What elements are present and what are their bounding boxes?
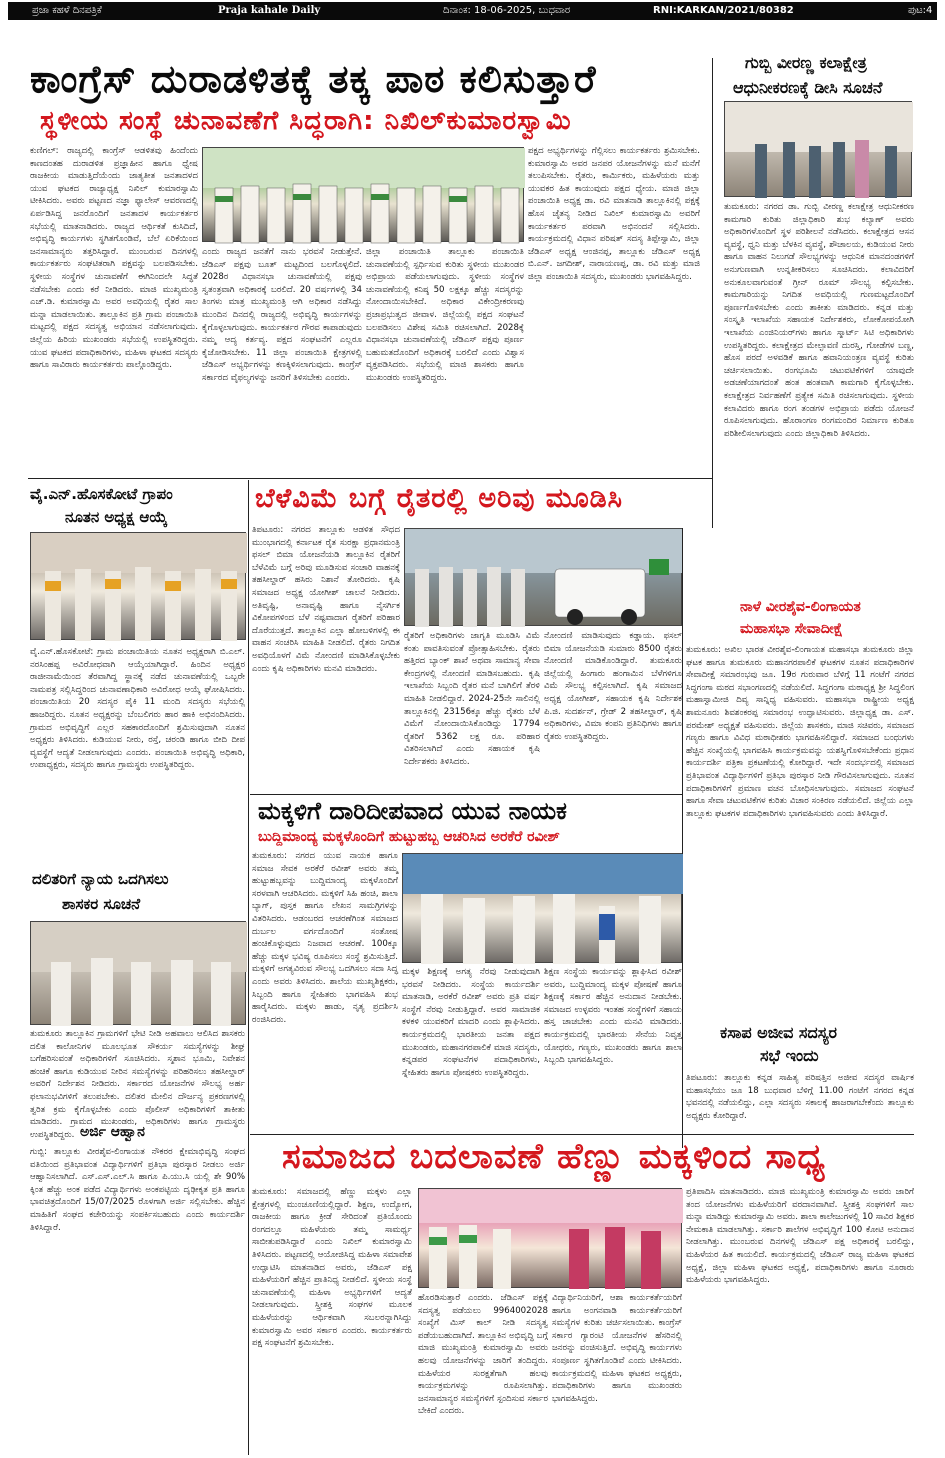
masthead-bar [8,2,937,20]
gubbi-body: ತುಮಕೂರು: ನಗರದ ಡಾ. ಗುಬ್ಬಿ ವೀರಣ್ಣ ಕಲಾಕ್ಷೇತ್ರ ಆಧುನೀಕರಣ ಕಾಮಗಾರಿ ಕುರಿತು ಜಿಲ್ಲಾಧಿಕಾರಿ ಶುಭ ಕಲ್ಯಾಣ್ ಅವರು ಅಧಿಕಾರಿಗಳೊಂದಿಗೆ ಸ್ಥಳ ಪರಿಶೀಲನೆ ನಡೆಸಿದರು. ಕಲಾಕ್ಷೇತ್ರದ ಆಸನ ವ್ಯವಸ್ಥೆ, ಧ್ವನಿ ಮತ್ತು ಬೆಳಕಿನ ವ್ಯವಸ್ಥೆ, ಶೌಚಾಲಯ, ಕುಡಿಯುವ ನೀರು ಹಾಗೂ ವಾಹನ ನಿಲುಗಡೆ ಸೌಲಭ್ಯಗಳನ್ನು ಆಧುನಿಕ ಮಾನದಂಡಗಳಿಗೆ ಅನುಗುಣವಾಗಿ ಉನ್ನತೀಕರಿಸಲು ಸೂಚಿಸಿದರು. ಕಲಾವಿದರಿಗೆ ಅನುಕೂಲವಾಗುವಂತೆ ಗ್ರೀನ್ ರೂಮ್ ಸೌಲಭ್ಯ ಕಲ್ಪಿಸಬೇಕು. ಕಾಮಗಾರಿಯನ್ನು ನಿಗದಿತ ಅವಧಿಯಲ್ಲಿ ಗುಣಮಟ್ಟದೊಂದಿಗೆ ಪೂರ್ಣಗೊಳಿಸಬೇಕು ಎಂದು ತಾಕೀತು ಮಾಡಿದರು. ಕನ್ನಡ ಮತ್ತು ಸಂಸ್ಕೃತಿ ಇಲಾಖೆಯ ಸಹಾಯಕ ನಿರ್ದೇಶಕರು, ಲೋಕೋಪಯೋಗಿ ಇಲಾಖೆಯ ಎಂಜಿನಿಯರ್‌ಗಳು ಹಾಗೂ ಸ್ಮಾರ್ಟ್ ಸಿಟಿ ಅಧಿಕಾರಿಗಳು ಉಪಸ್ಥಿತರಿದ್ದರು. ಕಲಾಕ್ಷೇತ್ರದ ಮೇಲ್ಛಾವಣಿ ದುರಸ್ತಿ, ಗೋಡೆಗಳ ಬಣ್ಣ, ಹೊಸ ಪರದೆ ಅಳವಡಿಕೆ ಹಾಗೂ ಹವಾನಿಯಂತ್ರಣ ವ್ಯವಸ್ಥೆ ಕುರಿತು ಚರ್ಚಿಸಲಾಯಿತು. ರಂಗಭೂಮಿ ಚಟುವಟಿಕೆಗಳಿಗೆ ಯಾವುದೇ ಅಡಚಣೆಯಾಗದಂತೆ ಹಂತ ಹಂತವಾಗಿ ಕಾಮಗಾರಿ ಕೈಗೊಳ್ಳಬೇಕು. ಕಲಾಕ್ಷೇತ್ರದ ನಿರ್ವಹಣೆಗೆ ಪ್ರತ್ಯೇಕ ಸಮಿತಿ ರಚಿಸಲಾಗುವುದು. ಸ್ಥಳೀಯ ಕಲಾವಿದರು ಹಾಗೂ ರಂಗ ತಂಡಗಳ ಅಭಿಪ್ರಾಯ ಪಡೆದು ಯೋಜನೆ ರೂಪಿಸಲಾಗುವುದು. ಹೊರಾಂಗಣ ರಂಗಮಂದಿರ ನಿರ್ಮಾಣ ಕುರಿತೂ ಪರಿಶೀಲಿಸಲಾಗುವುದು ಎಂದು ಜಿಲ್ಲಾಧಿಕಾರಿ ತಿಳಿಸಿದರು. [724,202,914,439]
dalit-body: ತುಮಕೂರು ತಾಲ್ಲೂಕಿನ ಗ್ರಾಮಗಳಿಗೆ ಭೇಟಿ ನೀಡಿ ಅಹವಾಲು ಆಲಿಸಿದ ಶಾಸಕರು ದಲಿತ ಕಾಲೋನಿಗಳ ಮೂಲಭೂತ ಸೌಕರ್ಯ ಸಮಸ್ಯೆಗಳನ್ನು ಶೀಘ್ರ ಬಗೆಹರಿಸುವಂತೆ ಅಧಿಕಾರಿಗಳಿಗೆ ಸೂಚಿಸಿದರು. ಸ್ಮಶಾನ ಭೂಮಿ, ನಿವೇಶನ ಹಂಚಿಕೆ ಹಾಗೂ ಕುಡಿಯುವ ನೀರಿನ ಸಮಸ್ಯೆಗಳನ್ನು ಪರಿಹರಿಸಲು ತಹಸೀಲ್ದಾರ್ ಅವರಿಗೆ ನಿರ್ದೇಶನ ನೀಡಿದರು. ಸರ್ಕಾರದ ಯೋಜನೆಗಳ ಸೌಲಭ್ಯ ಅರ್ಹ ಫಲಾನುಭವಿಗಳಿಗೆ ತಲುಪಬೇಕು. ದಲಿತರ ಮೇಲಿನ ದೌರ್ಜನ್ಯ ಪ್ರಕರಣಗಳಲ್ಲಿ ತ್ವರಿತ ಕ್ರಮ ಕೈಗೊಳ್ಳಬೇಕು ಎಂದು ಪೊಲೀಸ್ ಅಧಿಕಾರಿಗಳಿಗೆ ತಾಕೀತು ಮಾಡಿದರು. ಗ್ರಾಮದ ಮುಖಂಡರು, ಅಧಿಕಾರಿಗಳು ಹಾಗೂ ಗ್ರಾಮಸ್ಥರು ಉಪಸ್ಥಿತರಿದ್ದರು. [30,1029,245,1140]
gubbi-headline-line2: ಆಧುನೀಕರಣಕ್ಕೆ ಡೀಸಿ ಸೂಚನೆ [733,78,883,97]
virashaiva-body: ತುಮಕೂರು: ಅಖಿಲ ಭಾರತ ವೀರಶೈವ-ಲಿಂಗಾಯತ ಮಹಾಸಭಾ ತುಮಕೂರು ಜಿಲ್ಲಾ ಘಟಕ ಹಾಗೂ ತುಮಕೂರು ಮಹಾನಗರಪಾಲಿಕೆ ಘಟಕಗಳ ನೂತನ ಪದಾಧಿಕಾರಿಗಳ ಸೇವಾದೀಕ್ಷೆ ಸಮಾರಂಭವು ಜೂ. 19ರ ಗುರುವಾರ ಬೆಳಿಗ್ಗೆ 11 ಗಂಟೆಗೆ ನಗರದ ಸಿದ್ಧಗಂಗಾ ಮಠದ ಸಭಾಂಗಣದಲ್ಲಿ ನಡೆಯಲಿದೆ. ಸಿದ್ಧಗಂಗಾ ಮಠಾಧ್ಯಕ್ಷ ಶ್ರೀ ಸಿದ್ಧಲಿಂಗ ಮಹಾಸ್ವಾಮೀಜಿ ದಿವ್ಯ ಸಾನ್ನಿಧ್ಯ ವಹಿಸುವರು. ಮಹಾಸಭಾ ರಾಷ್ಟ್ರೀಯ ಅಧ್ಯಕ್ಷ ಶಾಮನೂರು ಶಿವಶಂಕರಪ್ಪ ಸಮಾರಂಭ ಉದ್ಘಾಟಿಸುವರು. ಜಿಲ್ಲಾಧ್ಯಕ್ಷ ಡಾ. ಎಸ್. ಪರಮೇಶ್ ಅಧ್ಯಕ್ಷತೆ ವಹಿಸುವರು. ಜಿಲ್ಲೆಯ ಶಾಸಕರು, ಮಾಜಿ ಸಚಿವರು, ಸಮಾಜದ ಗಣ್ಯರು ಹಾಗೂ ವಿವಿಧ ಮಠಾಧೀಶರು ಭಾಗವಹಿಸಲಿದ್ದಾರೆ. ಸಮಾಜದ ಬಂಧುಗಳು ಹೆಚ್ಚಿನ ಸಂಖ್ಯೆಯಲ್ಲಿ ಭಾಗವಹಿಸಿ ಕಾರ್ಯಕ್ರಮವನ್ನು ಯಶಸ್ವಿಗೊಳಿಸಬೇಕೆಂದು ಪ್ರಧಾನ ಕಾರ್ಯದರ್ಶಿ ಪತ್ರಿಕಾ ಪ್ರಕಟಣೆಯಲ್ಲಿ ಕೋರಿದ್ದಾರೆ. ಇದೇ ಸಂದರ್ಭದಲ್ಲಿ ಸಮಾಜದ ಪ್ರತಿಭಾವಂತ ವಿದ್ಯಾರ್ಥಿಗಳಿಗೆ ಪ್ರತಿಭಾ ಪುರಸ್ಕಾರ ನೀಡಿ ಗೌರವಿಸಲಾಗುವುದು. ನೂತನ ಪದಾಧಿಕಾರಿಗಳಿಗೆ ಪ್ರಮಾಣ ವಚನ ಬೋಧಿಸಲಾಗುವುದು. ಸಮಾಜದ ಸಂಘಟನೆ ಹಾಗೂ ಸೇವಾ ಚಟುವಟಿಕೆಗಳ ಕುರಿತು ವಿಚಾರ ಸಂಕಿರಣ ನಡೆಯಲಿದೆ. ಜಿಲ್ಲೆಯ ಎಲ್ಲಾ ತಾಲ್ಲೂಕು ಘಟಕಗಳ ಪದಾಧಿಕಾರಿಗಳು ಭಾಗವಹಿಸುವರು ಎಂದು ತಿಳಿಸಿದ್ದಾರೆ. [686,645,914,819]
hosakote-photo-figures [31,533,247,641]
story1-headline: ಕಾಂಗ್ರೆಸ್ ದುರಾಡಳಿತಕ್ಕೆ ತಕ್ಕ ಪಾಠ ಕಲಿಸುತ್ತಾರೆ [30,57,597,101]
samajada-headline: ಸಮಾಜದ ಬದಲಾವಣೆ ಹೆಣ್ಣು ಮಕ್ಕಳಿಂದ ಸಾಧ್ಯ [282,1137,826,1177]
story1-col4: ಪಕ್ಷದ ಅಭ್ಯರ್ಥಿಗಳನ್ನು ಗೆಲ್ಲಿಸಲು ಕಾರ್ಯಕರ್ತರು ಶ್ರಮಿಸಬೇಕು. ಕುಮಾರಸ್ವಾಮಿ ಅವರ ಜನಪರ ಯೋಜನೆಗಳನ್ನು ಮನೆ ಮನೆಗೆ ತಲುಪಿಸಬೇಕು. ರೈತರು, ಕಾರ್ಮಿಕರು, ಮಹಿಳೆಯರು ಮತ್ತು ಯುವಕರ ಹಿತ ಕಾಯುವುದು ಪಕ್ಷದ ಧ್ಯೇಯ. ಮಾಜಿ ಜಿಲ್ಲಾ ಪಂಚಾಯಿತಿ ಅಧ್ಯಕ್ಷ ಡಾ. ರವಿ ಮಾತನಾಡಿ ತಾಲ್ಲೂಕಿನಲ್ಲಿ ಪಕ್ಷಕ್ಕೆ ಹೊಸ ಚೈತನ್ಯ ನೀಡಿದ ನಿಖಿಲ್ ಕುಮಾರಸ್ವಾಮಿ ಅವರಿಗೆ ಕಾರ್ಯಕರ್ತರ ಪರವಾಗಿ ಅಭಿನಂದನೆ ಸಲ್ಲಿಸಿದರು. ಕಾರ್ಯಕ್ರಮದಲ್ಲಿ ವಿಧಾನ ಪರಿಷತ್ ಸದಸ್ಯ ತಿಪ್ಪೇಸ್ವಾಮಿ, ಜಿಲ್ಲಾ ಜೆಡಿಎಸ್ ಅಧ್ಯಕ್ಷ ಆಂಜಿನಪ್ಪ, ತಾಲ್ಲೂಕು ಜೆಡಿಎಸ್ ಅಧ್ಯಕ್ಷ ಬಿ.ಎನ್. ಜಗದೀಶ್, ನಾರಾಯಣಪ್ಪ, ಡಾ. ರವಿ ಮತ್ತು ಮಾಜಿ ಜಿಲ್ಲಾ ಪಂಚಾಯಿತಿ ಸದಸ್ಯರು, ಮುಖಂಡರು ಭಾಗವಹಿಸಿದ್ದರು. [528,146,700,282]
story1-photo [202,147,524,242]
belevime-col3: ನೋಂದಣಿ ಮಾಡಿಸುವುದು ಕಡ್ಡಾಯ. ಫಸಲ್ ಬಿಮಾ ಯೋಜನೆಯಡಿ ಸುಮಾರು 8500 ರೈತರು ನೋಂದಣಿ ಮಾಡಿಕೊಂಡಿದ್ದಾರೆ. ತುಮಕೂರು ಜಿಲ್ಲೆಯಲ್ಲಿ ಹಿಂಗಾರು ಹಂಗಾಮಿನ ಬೆಳೆಗಳಿಗೂ ವಿಮೆ ಸೌಲಭ್ಯ ಕಲ್ಪಿಸಲಾಗಿದೆ. ಕೃಷಿ ಸಮಾಜದ ಅಧ್ಯಕ್ಷ ಯೋಗೀಶ್, ಸಹಾಯಕ ಕೃಷಿ ನಿರ್ದೇಶಕ ಪಿ.ಜಿ. ಸುದರ್ಶನ್, ಗ್ರೇಡ್ 2 ತಹಸೀಲ್ದಾರ್, ಕೃಷಿ ಅಧಿಕಾರಿಗಳು, ವಿಮಾ ಕಂಪನಿ ಪ್ರತಿನಿಧಿಗಳು ಹಾಗೂ ರೈತರು ಉಪಸ್ಥಿತರಿದ್ದರು. [544,631,682,742]
dalit-photo [30,921,246,1025]
issue-date: ದಿನಾಂಕ: 18-06-2025, ಬುಧವಾರ [443,5,571,16]
samajada-col1: ತುಮಕೂರು: ಸಮಾಜದಲ್ಲಿ ಹೆಣ್ಣು ಮಕ್ಕಳು ಎಲ್ಲಾ ಕ್ಷೇತ್ರಗಳಲ್ಲಿ ಮುಂಚೂಣಿಯಲ್ಲಿದ್ದಾರೆ. ಶಿಕ್ಷಣ, ಉದ್ಯೋಗ, ರಾಜಕೀಯ ಹಾಗೂ ಕ್ರೀಡೆ ಸೇರಿದಂತೆ ಪ್ರತಿಯೊಂದು ರಂಗದಲ್ಲೂ ಮಹಿಳೆಯರು ತಮ್ಮ ಸಾಮರ್ಥ್ಯ ಸಾಬೀತುಪಡಿಸಿದ್ದಾರೆ ಎಂದು ನಿಖಿಲ್ ಕುಮಾರಸ್ವಾಮಿ ತಿಳಿಸಿದರು. ಪಟ್ಟಣದಲ್ಲಿ ಆಯೋಜಿಸಿದ್ದ ಮಹಿಳಾ ಸಮಾವೇಶ ಉದ್ಘಾಟಿಸಿ ಮಾತನಾಡಿದ ಅವರು, ಜೆಡಿಎಸ್ ಪಕ್ಷ ಮಹಿಳೆಯರಿಗೆ ಹೆಚ್ಚಿನ ಪ್ರಾತಿನಿಧ್ಯ ನೀಡಲಿದೆ. ಸ್ಥಳೀಯ ಸಂಸ್ಥೆ ಚುನಾವಣೆಯಲ್ಲಿ ಮಹಿಳಾ ಅಭ್ಯರ್ಥಿಗಳಿಗೆ ಆದ್ಯತೆ ನೀಡಲಾಗುವುದು. ಸ್ತ್ರೀಶಕ್ತಿ ಸಂಘಗಳ ಮೂಲಕ ಮಹಿಳೆಯರನ್ನು ಆರ್ಥಿಕವಾಗಿ ಸಬಲರನ್ನಾಗಿಸಿದ್ದು ಕುಮಾರಸ್ವಾಮಿ ಅವರ ಸರ್ಕಾರ ಎಂದರು. ಕಾರ್ಯಕರ್ತರು ಪಕ್ಷ ಸಂಘಟನೆಗೆ ಶ್ರಮಿಸಬೇಕು. [252,1187,412,1349]
belevime-headline: ಬೆಳೆವಿಮೆ ಬಗ್ಗೆ ರೈತರಲ್ಲಿ ಅರಿವು ಮೂಡಿಸಿ [255,483,624,514]
dalit-headline-line2: ಶಾಸಕರ ಸೂಚನೆ [62,895,141,913]
hosakote-headline-line1: ವೈ.ಎನ್.ಹೊಸಕೋಟೆ ಗ್ರಾಪಂ [30,485,173,503]
samajada-col3: ವಿದ್ಯಾರ್ಥಿನಿಯರಿಗೆ, ಆಶಾ ಕಾರ್ಯಕರ್ತೆಯರಿಗೆ ಹಾಗೂ ಅಂಗನವಾಡಿ ಕಾರ್ಯಕರ್ತೆಯರಿಗೆ ಸಮಸ್ಯೆಗಳ ಕುರಿತು ಚರ್ಚಿಸಲಾಯಿತು. ಕಾಂಗ್ರೆಸ್ ಸರ್ಕಾರ ಗ್ಯಾರಂಟಿ ಯೋಜನೆಗಳ ಹೆಸರಿನಲ್ಲಿ ಜನರನ್ನು ವಂಚಿಸುತ್ತಿದೆ. ಅಭಿವೃದ್ಧಿ ಕಾರ್ಯಗಳು ಸಂಪೂರ್ಣ ಸ್ಥಗಿತಗೊಂಡಿವೆ ಎಂದು ಟೀಕಿಸಿದರು. ಕಾರ್ಯಕ್ರಮದಲ್ಲಿ ಮಹಿಳಾ ಘಟಕದ ಅಧ್ಯಕ್ಷರು, ಪದಾಧಿಕಾರಿಗಳು ಹಾಗೂ ಮುಖಂಡರು ಭಾಗವಹಿಸಿದ್ದರು. [552,1293,682,1404]
dalit-photo-figures [31,922,247,1026]
virashaiva-headline-line1: ನಾಳೆ ವೀರಶೈವ-ಲಿಂಗಾಯತ [740,599,861,615]
page-number: ಪುಟ:4 [908,5,933,16]
makkalige-col3: ಶಿಕ್ಷಣ ಸಂಸ್ಥೆಯ ಕಾರ್ಯವನ್ನು ಶ್ಲಾಘಿಸಿದ ರವೀಶ್ ಅವರು, ಬುದ್ದಿಮಾಂದ್ಯ ಮಕ್ಕಳ ಪೋಷಣೆ ಹಾಗೂ ಶಿಕ್ಷಣಕ್ಕೆ ಸರ್ಕಾರ ಹೆಚ್ಚಿನ ಅನುದಾನ ನೀಡಬೇಕು. ಸಮಾಜದ ಉಳ್ಳವರು ಇಂತಹ ಸಂಸ್ಥೆಗಳಿಗೆ ಸಹಾಯ ಹಸ್ತ ಚಾಚಬೇಕು ಎಂದು ಮನವಿ ಮಾಡಿದರು. ಕಾರ್ಯಕ್ರಮದಲ್ಲಿ ಭಾರತೀಯ ಸೇನೆಯ ನಿವೃತ್ತ ಯೋಧರು, ಗಣ್ಯರು, ಮುಖಂಡರು ಹಾಗೂ ಶಾಲಾ ಸಿಬ್ಬಂದಿ ಭಾಗವಹಿಸಿದ್ದರು. [544,967,682,1066]
hosakote-headline-line2: ನೂತನ ಅಧ್ಯಕ್ಷ ಆಯ್ಕೆ [65,508,168,526]
rni-number: RNI:KARKAN/2021/80382 [653,5,794,16]
story1-col1: ಕುಣಿಗಲ್: ರಾಜ್ಯದಲ್ಲಿ ಕಾಂಗ್ರೆಸ್ ಆಡಳಿತವು ಹಿಂದೆಂದು ಕಾಣದಂತಹ ದುರಾಡಳಿತ ಪ್ರಜ್ಞಾಹೀನ ಹಾಗೂ ಧ್ವೇಷ ರಾಜಕೀಯ ಮಾಡುತ್ತಿದೆಯೆಂದು ಜಾತ್ಯತೀತ ಜನತಾದಳದ ಯುವ ಘಟಕದ ರಾಜ್ಯಾಧ್ಯಕ್ಷ ನಿಖಿಲ್ ಕುಮಾರಸ್ವಾಮಿ ಟೀಕಿಸಿದರು. ಅವರು ಪಟ್ಟಣದ ನಜ್ಞಾ ಫ್ಯಾಲೇಸ್ ಆವರಣದಲ್ಲಿ ಏರ್ಪಡಿಸಿದ್ದ ಜನರೊಂದಿಗೆ ಜನತಾದಳ ಕಾರ್ಯಕರ್ತರ ಸಭೆಯಲ್ಲಿ ಮಾತನಾಡಿದರು. ರಾಜ್ಯದ ಆರ್ಥಿಕತೆ ಕುಸಿದಿದೆ, ಅಭಿವೃದ್ಧಿ ಕಾರ್ಯಗಳು ಸ್ಥಗಿತಗೊಂಡಿವೆ, ಬೆಲೆ ಏರಿಕೆಯಿಂದ ಜನಸಾಮಾನ್ಯರು ತತ್ತರಿಸಿದ್ದಾರೆ. ಮುಂಬರುವ ದಿನಗಳಲ್ಲಿ ಕಾರ್ಯಕರ್ತರು ಸಂಘಟಿತರಾಗಿ ಪಕ್ಷವನ್ನು ಬಲಪಡಿಸಬೇಕು. ಸ್ಥಳೀಯ ಸಂಸ್ಥೆಗಳ ಚುನಾವಣೆಗೆ ಈಗಿನಿಂದಲೇ ಸಿದ್ಧತೆ ನಡೆಸಬೇಕು ಎಂದು ಕರೆ ನೀಡಿದರು. ಮಾಜಿ ಮುಖ್ಯಮಂತ್ರಿ ಎಚ್.ಡಿ. ಕುಮಾರಸ್ವಾಮಿ ಅವರ ಅವಧಿಯಲ್ಲಿ ರೈತರ ಸಾಲ ಮನ್ನಾ ಮಾಡಲಾಯಿತು. ತಾಲ್ಲೂಕಿನ ಪ್ರತಿ ಗ್ರಾಮ ಪಂಚಾಯಿತಿ ಮಟ್ಟದಲ್ಲಿ ಪಕ್ಷದ ಸದಸ್ಯತ್ವ ಅಭಿಯಾನ ನಡೆಸಲಾಗುವುದು. ಜಿಲ್ಲೆಯ ಹಿರಿಯ ಮುಖಂಡರು ಸಭೆಯಲ್ಲಿ ಉಪಸ್ಥಿತರಿದ್ದರು. ಯುವ ಘಟಕದ ಪದಾಧಿಕಾರಿಗಳು, ಮಹಿಳಾ ಘಟಕದ ಸದಸ್ಯರು ಹಾಗೂ ಸಾವಿರಾರು ಕಾರ್ಯಕರ್ತರು ಪಾಲ್ಗೊಂಡಿದ್ದರು. [30,146,198,371]
gubbi-photo [724,101,912,197]
arji-body: ಗುಬ್ಬಿ: ತಾಲ್ಲೂಕು ವೀರಶೈವ-ಲಿಂಗಾಯತ ನೌಕರರ ಕ್ಷೇಮಾಭಿವೃದ್ಧಿ ಸಂಘದ ವತಿಯಿಂದ ಪ್ರತಿಭಾವಂತ ವಿದ್ಯಾರ್ಥಿಗಳಿಗೆ ಪ್ರತಿಭಾ ಪುರಸ್ಕಾರ ನೀಡಲು ಅರ್ಜಿ ಆಹ್ವಾನಿಸಲಾಗಿದೆ. ಎಸ್.ಎಸ್.ಎಲ್.ಸಿ ಹಾಗೂ ಪಿ.ಯು.ಸಿ ಯಲ್ಲಿ ಶೇ 90% ಕ್ಕಿಂತ ಹೆಚ್ಚು ಅಂಕ ಪಡೆದ ವಿದ್ಯಾರ್ಥಿಗಳು ಅಂಕಪಟ್ಟಿಯ ದೃಢೀಕೃತ ಪ್ರತಿ ಹಾಗೂ ಭಾವಚಿತ್ರದೊಂದಿಗೆ 15/07/2025 ರೊಳಗಾಗಿ ಅರ್ಜಿ ಸಲ್ಲಿಸಬೇಕು. ಹೆಚ್ಚಿನ ಮಾಹಿತಿಗೆ ಸಂಘದ ಕಚೇರಿಯನ್ನು ಸಂಪರ್ಕಿಸಬಹುದು ಎಂದು ಕಾರ್ಯದರ್ಶಿ ತಿಳಿಸಿದ್ದಾರೆ. [30,1147,245,1233]
makkalige-col1: ತುಮಕೂರು: ನಗರದ ಯುವ ನಾಯಕ ಹಾಗೂ ಸಮಾಜ ಸೇವಕ ಅರಕೆರೆ ರವೀಶ್ ಅವರು ತಮ್ಮ ಹುಟ್ಟುಹಬ್ಬವನ್ನು ಬುದ್ದಿಮಾಂದ್ಯ ಮಕ್ಕಳೊಂದಿಗೆ ಸರಳವಾಗಿ ಆಚರಿಸಿದರು. ಮಕ್ಕಳಿಗೆ ಸಿಹಿ ಹಂಚಿ, ಶಾಲಾ ಬ್ಯಾಗ್, ಪುಸ್ತಕ ಹಾಗೂ ಲೇಖನ ಸಾಮಗ್ರಿಗಳನ್ನು ವಿತರಿಸಿದರು. ಆಡಂಬರದ ಆಚರಣೆಗಿಂತ ಸಮಾಜದ ದುರ್ಬಲ ವರ್ಗದೊಂದಿಗೆ ಸಂತೋಷ ಹಂಚಿಕೊಳ್ಳುವುದು ನಿಜವಾದ ಆಚರಣೆ. 100ಕ್ಕೂ ಹೆಚ್ಚು ಮಕ್ಕಳ ಭವಿಷ್ಯ ರೂಪಿಸಲು ಸಂಸ್ಥೆ ಶ್ರಮಿಸುತ್ತಿದೆ. ಮಕ್ಕಳಿಗೆ ಅಗತ್ಯವಿರುವ ಸೌಲಭ್ಯ ಒದಗಿಸಲು ಸದಾ ಸಿದ್ಧ ಎಂದು ಅವರು ತಿಳಿಸಿದರು. ಶಾಲೆಯ ಮುಖ್ಯಶಿಕ್ಷಕರು, ಸಿಬ್ಬಂದಿ ಹಾಗೂ ಸ್ನೇಹಿತರು ಭಾಗವಹಿಸಿ ಶುಭ ಹಾರೈಸಿದರು. ಮಕ್ಕಳು ಹಾಡು, ನೃತ್ಯ ಪ್ರದರ್ಶಿಸಿ ರಂಜಿಸಿದರು. [252,851,398,1025]
story1-col2: ಎಂದು ರಾಜ್ಯದ ಜನತೆಗೆ ನಾನು ಭರವಸೆ ನೀಡುತ್ತೇನೆ. ಜೆಡಿಎಸ್ ಪಕ್ಷವು ಬೂತ್ ಮಟ್ಟದಿಂದ ಬಲಗೊಳ್ಳಲಿದೆ. 2028ರ ವಿಧಾನಸಭಾ ಚುನಾವಣೆಯಲ್ಲಿ ಪಕ್ಷವು ಸ್ವತಂತ್ರವಾಗಿ ಅಧಿಕಾರಕ್ಕೆ ಬರಲಿದೆ. 20 ವರ್ಷಗಳಲ್ಲಿ 34 ತಿಂಗಳು ಮಾತ್ರ ಮುಖ್ಯಮಂತ್ರಿ ಆಗಿ ಅಧಿಕಾರ ನಡೆಸಿದ್ದು ಮುಂದಿನ ದಿನದಲ್ಲಿ ರಾಜ್ಯದಲ್ಲಿ ಅಭಿವೃದ್ಧಿ ಕಾರ್ಯಗಳನ್ನು ಕೈಗೊಳ್ಳಲಾಗುವುದು. ಕಾರ್ಯಕರ್ತರ ಗೌರವ ಕಾಪಾಡುವುದು ನಮ್ಮ ಆದ್ಯ ಕರ್ತವ್ಯ. ಪಕ್ಷದ ಸಂಘಟನೆಗೆ ಎಲ್ಲರೂ ಕೈಜೋಡಿಸಬೇಕು. 11 ಜಿಲ್ಲಾ ಪಂಚಾಯಿತಿ ಕ್ಷೇತ್ರಗಳಲ್ಲಿ ಜೆಡಿಎಸ್ ಅಭ್ಯರ್ಥಿಗಳನ್ನು ಕಣಕ್ಕಿಳಿಸಲಾಗುವುದು. ಕಾಂಗ್ರೆಸ್ ಸರ್ಕಾರದ ವೈಫಲ್ಯಗಳನ್ನು ಜನರಿಗೆ ತಿಳಿಸಬೇಕು ಎಂದರು. [202,247,362,383]
samajada-photo [418,1188,682,1288]
samajada-col2: ಹೊರಡಿಸುತ್ತಾರೆ ಎಂದರು. ಜೆಡಿಎಸ್ ಪಕ್ಷಕ್ಕೆ ಸದಸ್ಯತ್ವ ಪಡೆಯಲು 9964002028 ಸಂಖ್ಯೆಗೆ ಮಿಸ್ ಕಾಲ್ ನೀಡಿ ಸದಸ್ಯತ್ವ ಪಡೆಯಬಹುದಾಗಿದೆ. ತಾಲ್ಲೂಕಿನ ಅಭಿವೃದ್ಧಿ ಬಗ್ಗೆ ಮಾಜಿ ಮುಖ್ಯಮಂತ್ರಿ ಕುಮಾರಸ್ವಾಮಿ ಅವರು ಹಲವು ಯೋಜನೆಗಳನ್ನು ಜಾರಿಗೆ ತಂದಿದ್ದರು. ಮಹಿಳೆಯರ ಸುರಕ್ಷತೆಗಾಗಿ ಹಲವು ಕಾರ್ಯಕ್ರಮಗಳನ್ನು ರೂಪಿಸಲಾಗಿತ್ತು. ಜನಸಾಮಾನ್ಯರ ಸಮಸ್ಯೆಗಳಿಗೆ ಸ್ಪಂದಿಸುವ ಸರ್ಕಾರ ಬೇಕಿದೆ ಎಂದರು. [418,1293,548,1417]
makkalige-headline: ಮಕ್ಕಳಿಗೆ ದಾರಿದೀಪವಾದ ಯುವ ನಾಯಕ [258,797,567,825]
paper-name-kannada: ಪ್ರಜಾ ಕಹಳೆ ದಿನಪತ್ರಿಕೆ [32,5,102,16]
arji-headline: ಅರ್ಜಿ ಆಹ್ವಾನ [80,1124,145,1140]
samajada-photo-figures [419,1189,683,1289]
belevime-photo [404,528,682,626]
belevime-col2: ರೈತರಿಗೆ ಅಧಿಕಾರಿಗಳು ಜಾಗೃತಿ ಮೂಡಿಸಿ ವಿಮೆ ಕಂತು ಪಾವತಿಸುವಂತೆ ಪ್ರೋತ್ಸಾಹಿಸಬೇಕು. ರೈತರು ಹತ್ತಿರದ ಬ್ಯಾಂಕ್ ಶಾಖೆ ಅಥವಾ ಸಾಮಾನ್ಯ ಸೇವಾ ಕೇಂದ್ರಗಳಲ್ಲಿ ನೋಂದಣಿ ಮಾಡಿಸಬಹುದು. ಕೃಷಿ ಇಲಾಖೆಯ ಸಿಬ್ಬಂದಿ ರೈತರ ಮನೆ ಬಾಗಿಲಿಗೆ ತೆರಳಿ ಮಾಹಿತಿ ನೀಡಲಿದ್ದಾರೆ. 2024-25ನೇ ಸಾಲಿನಲ್ಲಿ ತಾಲ್ಲೂಕಿನಲ್ಲಿ 23156ಕ್ಕೂ ಹೆಚ್ಚು ರೈತರು ಬೆಳೆ ವಿಮೆಗೆ ನೋಂದಾಯಿಸಿಕೊಂಡಿದ್ದು 17794 ರೈತರಿಗೆ 5362 ಲಕ್ಷ ರೂ. ಪರಿಹಾರ ವಿತರಿಸಲಾಗಿದೆ ಎಂದು ಸಹಾಯಕ ಕೃಷಿ ನಿರ್ದೇಶಕರು ತಿಳಿಸಿದರು. [404,631,540,767]
makkalige-photo [402,853,682,963]
kasapa-headline-line2: ಸಭೆ ಇಂದು [760,1046,819,1065]
dalit-headline-line1: ದಲಿತರಿಗೆ ನ್ಯಾಯ ಒದಗಿಸಲು [32,870,169,888]
hosakote-photo [30,532,246,640]
story1-col3: ಜಿಲ್ಲಾ ಪಂಚಾಯಿತಿ ತಾಲ್ಲೂಕು ಪಂಚಾಯಿತಿ ಚುನಾವಣೆಯಲ್ಲಿ ಸ್ಪರ್ಧಿಸುವ ಕುರಿತು ಸ್ಥಳೀಯ ಮುಖಂಡರ ಅಭಿಪ್ರಾಯ ಪಡೆಯಲಾಗುವುದು. ಸ್ಥಳೀಯ ಸಂಸ್ಥೆಗಳ ಚುನಾವಣೆಯಲ್ಲಿ ಕನಿಷ್ಠ 50 ಲಕ್ಷಕ್ಕೂ ಹೆಚ್ಚು ಸದಸ್ಯರನ್ನು ನೋಂದಾಯಿಸಬೇಕಿದೆ. ಅಧಿಕಾರ ವಿಕೇಂದ್ರೀಕರಣವು ಪ್ರಜಾಪ್ರಭುತ್ವದ ಜೀವಾಳ. ಜಿಲ್ಲೆಯಲ್ಲಿ ಪಕ್ಷದ ಸಂಘಟನೆ ಬಲಪಡಿಸಲು ವಿಶೇಷ ಸಮಿತಿ ರಚಿಸಲಾಗಿದೆ. 2028ಕ್ಕೆ ವಿಧಾನಸಭಾ ಚುನಾವಣೆಯಲ್ಲಿ ಜೆಡಿಎಸ್ ಪಕ್ಷವು ಪೂರ್ಣ ಬಹುಮತದೊಂದಿಗೆ ಅಧಿಕಾರಕ್ಕೆ ಬರಲಿದೆ ಎಂದು ವಿಶ್ವಾಸ ವ್ಯಕ್ತಪಡಿಸಿದರು. ಸಭೆಯಲ್ಲಿ ಮಾಜಿ ಶಾಸಕರು ಹಾಗೂ ಮುಖಂಡರು ಉಪಸ್ಥಿತರಿದ್ದರು. [366,247,524,383]
makkalige-col2: ಮಕ್ಕಳ ಶಿಕ್ಷಣಕ್ಕೆ ಅಗತ್ಯ ನೆರವು ನೀಡುವುದಾಗಿ ಭರವಸೆ ನೀಡಿದರು. ಸಂಸ್ಥೆಯ ಕಾರ್ಯದರ್ಶಿ ಮಾತನಾಡಿ, ಅರಕೆರೆ ರವೀಶ್ ಅವರು ಪ್ರತಿ ವರ್ಷ ಸಂಸ್ಥೆಗೆ ನೆರವು ನೀಡುತ್ತಿದ್ದಾರೆ. ಅವರ ಸಾಮಾಜಿಕ ಕಳಕಳಿ ಯುವಕರಿಗೆ ಮಾದರಿ ಎಂದು ಶ್ಲಾಘಿಸಿದರು. ಕಾರ್ಯಕ್ರಮದಲ್ಲಿ ಭಾರತೀಯ ಜನತಾ ಪಕ್ಷದ ಮುಖಂಡರು, ಮಹಾನಗರಪಾಲಿಕೆ ಮಾಜಿ ಸದಸ್ಯರು, ಕನ್ನಡಪರ ಸಂಘಟನೆಗಳ ಪದಾಧಿಕಾರಿಗಳು, ಸ್ನೇಹಿತರು ಹಾಗೂ ಪೋಷಕರು ಉಪಸ್ಥಿತರಿದ್ದರು. [402,967,540,1078]
makkalige-subhead: ಬುದ್ದಿಮಾಂದ್ಯ ಮಕ್ಕಳೊಂದಿಗೆ ಹುಟ್ಟುಹಬ್ಬ ಆಚರಿಸಿದ ಅರಕೆರೆ ರವೀಶ್ [258,829,560,845]
makkalige-photo-figures [403,854,683,964]
hosakote-body: ವೈ.ಎನ್.ಹೊಸಕೋಟೆ: ಗ್ರಾಮ ಪಂಚಾಯಿತಿಯ ನೂತನ ಅಧ್ಯಕ್ಷರಾಗಿ ಬಿ.ಎಲ್. ನರಸಿಂಹಪ್ಪ ಅವಿರೋಧವಾಗಿ ಆಯ್ಕೆಯಾಗಿದ್ದಾರೆ. ಹಿಂದಿನ ಅಧ್ಯಕ್ಷರ ರಾಜೀನಾಮೆಯಿಂದ ತೆರವಾಗಿದ್ದ ಸ್ಥಾನಕ್ಕೆ ನಡೆದ ಚುನಾವಣೆಯಲ್ಲಿ ಒಬ್ಬರೇ ನಾಮಪತ್ರ ಸಲ್ಲಿಸಿದ್ದರಿಂದ ಚುನಾವಣಾಧಿಕಾರಿ ಅವಿರೋಧ ಆಯ್ಕೆ ಘೋಷಿಸಿದರು. ಪಂಚಾಯಿತಿಯ 20 ಸದಸ್ಯರ ಪೈಕಿ 11 ಮಂದಿ ಸದಸ್ಯರು ಸಭೆಯಲ್ಲಿ ಹಾಜರಿದ್ದರು. ನೂತನ ಅಧ್ಯಕ್ಷರನ್ನು ಬೆಂಬಲಿಗರು ಹಾರ ಹಾಕಿ ಅಭಿನಂದಿಸಿದರು. ಗ್ರಾಮದ ಅಭಿವೃದ್ಧಿಗೆ ಎಲ್ಲರ ಸಹಕಾರದೊಂದಿಗೆ ಶ್ರಮಿಸುವುದಾಗಿ ನೂತನ ಅಧ್ಯಕ್ಷರು ತಿಳಿಸಿದರು. ಕುಡಿಯುವ ನೀರು, ರಸ್ತೆ, ಚರಂಡಿ ಹಾಗೂ ಬೀದಿ ದೀಪ ವ್ಯವಸ್ಥೆಗೆ ಆದ್ಯತೆ ನೀಡಲಾಗುವುದು ಎಂದರು. ಪಂಚಾಯಿತಿ ಅಭಿವೃದ್ಧಿ ಅಧಿಕಾರಿ, ಉಪಾಧ್ಯಕ್ಷರು, ಸದಸ್ಯರು ಹಾಗೂ ಗ್ರಾಮಸ್ಥರು ಉಪಸ್ಥಿತರಿದ್ದರು. [30,647,245,771]
belevime-col1: ತಿಪಟೂರು: ನಗರದ ತಾಲ್ಲೂಕು ಆಡಳಿತ ಸೌಧದ ಮುಂಭಾಗದಲ್ಲಿ ಕರ್ನಾಟಕ ರೈತ ಸುರಕ್ಷಾ ಪ್ರಧಾನಮಂತ್ರಿ ಫಸಲ್ ಬಿಮಾ ಯೋಜನೆಯಡಿ ತಾಲ್ಲೂಕಿನ ರೈತರಿಗೆ ಬೆಳೆವಿಮೆ ಬಗ್ಗೆ ಅರಿವು ಮೂಡಿಸುವ ಸಂಚಾರಿ ವಾಹನಕ್ಕೆ ತಹಸೀಲ್ದಾರ್ ಹಸಿರು ನಿಶಾನೆ ತೋರಿದರು. ಕೃಷಿ ಸಮಾಜದ ಅಧ್ಯಕ್ಷ ಯೋಗೀಶ್ ಚಾಲನೆ ನೀಡಿದರು. ಅತಿವೃಷ್ಟಿ, ಅನಾವೃಷ್ಟಿ ಹಾಗೂ ನೈಸರ್ಗಿಕ ವಿಕೋಪಗಳಿಂದ ಬೆಳೆ ನಷ್ಟವಾದಾಗ ರೈತರಿಗೆ ಪರಿಹಾರ ದೊರೆಯುತ್ತದೆ. ತಾಲ್ಲೂಕಿನ ಎಲ್ಲಾ ಹೋಬಳಿಗಳಲ್ಲಿ ಈ ವಾಹನ ಸಂಚರಿಸಿ ಮಾಹಿತಿ ನೀಡಲಿದೆ. ರೈತರು ನಿಗದಿತ ಅವಧಿಯೊಳಗೆ ವಿಮೆ ನೋಂದಣಿ ಮಾಡಿಸಿಕೊಳ್ಳಬೇಕು ಎಂದು ಕೃಷಿ ಅಧಿಕಾರಿಗಳು ಮನವಿ ಮಾಡಿದರು. [252,525,400,674]
virashaiva-headline-line2: ಮಹಾಸಭಾ ಸೇವಾದೀಕ್ಷೆ [740,621,843,637]
kasapa-body: ತಿಪಟೂರು: ತಾಲ್ಲೂಕು ಕನ್ನಡ ಸಾಹಿತ್ಯ ಪರಿಷತ್ತಿನ ಅಜೀವ ಸದಸ್ಯರ ವಾರ್ಷಿಕ ಮಹಾಸಭೆಯು ಜೂ 18 ಬುಧವಾರ ಬೆಳಿಗ್ಗೆ 11.00 ಗಂಟೆಗೆ ನಗರದ ಕನ್ನಡ ಭವನದಲ್ಲಿ ನಡೆಯಲಿದ್ದು, ಎಲ್ಲಾ ಸದಸ್ಯರು ಸಕಾಲಕ್ಕೆ ಹಾಜರಾಗಬೇಕೆಂದು ತಾಲ್ಲೂಕು ಅಧ್ಯಕ್ಷರು ಕೋರಿದ್ದಾರೆ. [686,1073,914,1121]
story1-subhead: ಸ್ಥಳೀಯ ಸಂಸ್ಥೆ ಚುನಾವಣೆಗೆ ಸಿದ್ಧರಾಗಿ: ನಿಖಿಲ್‌ಕುಮಾರಸ್ವಾಮಿ [40,106,572,136]
gubbi-headline-line1: ಗುಬ್ಬಿ ವೀರಣ್ಣ ಕಲಾಕ್ಷೇತ್ರ [745,53,867,72]
story1-photo-figures [203,148,525,243]
gubbi-photo-figures [725,102,913,198]
belevime-photo-figures [405,529,683,627]
samajada-col4: ಪ್ರತಿಪಾದಿಸಿ ಮಾತನಾಡಿದರು. ಮಾಜಿ ಮುಖ್ಯಮಂತ್ರಿ ಕುಮಾರಸ್ವಾಮಿ ಅವರು ಜಾರಿಗೆ ತಂದ ಯೋಜನೆಗಳು ಮಹಿಳೆಯರಿಗೆ ವರದಾನವಾಗಿವೆ. ಸ್ತ್ರೀಶಕ್ತಿ ಸಂಘಗಳಿಗೆ ಸಾಲ ಮನ್ನಾ ಮಾಡಿದ್ದು ಕುಮಾರಸ್ವಾಮಿ ಅವರು. ಶಾಲಾ ಕಾಲೇಜುಗಳಲ್ಲಿ 10 ಸಾವಿರ ಶಿಕ್ಷಕರ ನೇಮಕಾತಿ ಮಾಡಲಾಗಿತ್ತು. ಸರ್ಕಾರಿ ಶಾಲೆಗಳ ಅಭಿವೃದ್ಧಿಗೆ 100 ಕೋಟಿ ಅನುದಾನ ನೀಡಲಾಗಿತ್ತು. ಮುಂಬರುವ ದಿನಗಳಲ್ಲಿ ಜೆಡಿಎಸ್ ಪಕ್ಷ ಅಧಿಕಾರಕ್ಕೆ ಬರಲಿದ್ದು, ಮಹಿಳೆಯರ ಹಿತ ಕಾಯಲಿದೆ. ಕಾರ್ಯಕ್ರಮದಲ್ಲಿ ಜೆಡಿಎಸ್ ರಾಜ್ಯ ಮಹಿಳಾ ಘಟಕದ ಅಧ್ಯಕ್ಷೆ, ಜಿಲ್ಲಾ ಮಹಿಳಾ ಘಟಕದ ಅಧ್ಯಕ್ಷೆ, ಪದಾಧಿಕಾರಿಗಳು ಹಾಗೂ ನೂರಾರು ಮಹಿಳೆಯರು ಭಾಗವಹಿಸಿದ್ದರು. [686,1187,914,1286]
kasapa-headline-line1: ಕಸಾಪ ಅಜೀವ ಸದಸ್ಯರ [720,1023,837,1042]
paper-name-english: Praja kahale Daily [218,5,321,16]
